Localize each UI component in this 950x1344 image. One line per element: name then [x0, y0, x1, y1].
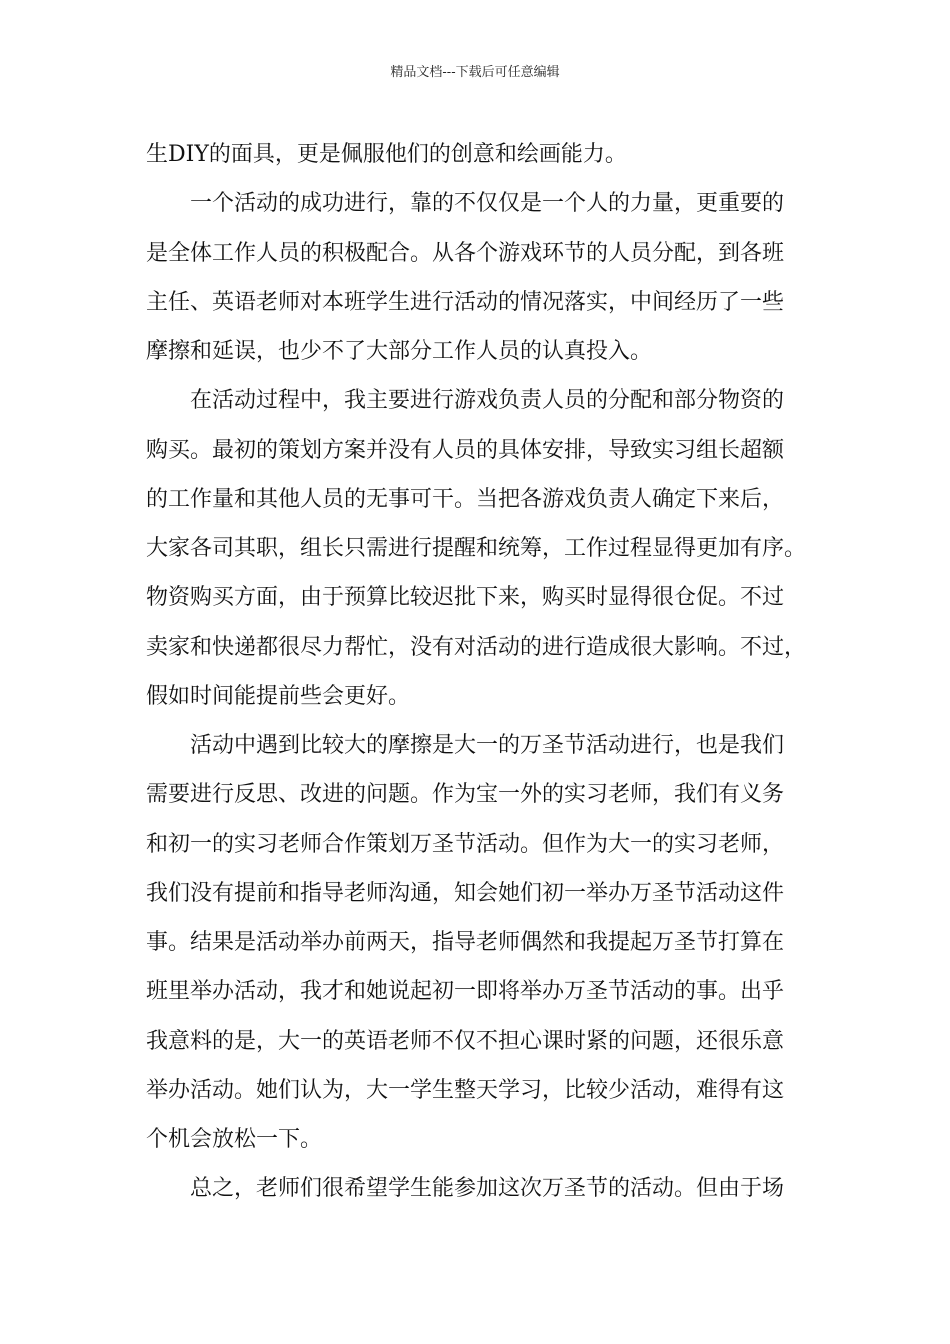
page-header: 精品文档---下载后可任意编辑	[390, 65, 560, 80]
text-line: 和初一的实习老师合作策划万圣节活动。但作为大一的实习老师，	[146, 831, 785, 857]
document-body	[146, 130, 816, 1214]
text-line: 总之，老师们很希望学生能参加这次万圣节的活动。但由于场	[190, 1176, 785, 1202]
text-line: 举办活动。她们认为，大一学生整天学习，比较少活动，难得有这	[146, 1077, 785, 1103]
text-line: 个机会放松一下。	[146, 1127, 323, 1152]
text-line: 班里举办活动，我才和她说起初一即将举办万圣节活动的事。出乎	[146, 979, 785, 1005]
text-line: 大家各司其职，组长只需进行提醒和统筹，工作过程显得更加有序。	[146, 536, 807, 561]
text-line: 需要进行反思、改进的问题。作为宝一外的实习老师，我们有义务	[146, 782, 785, 808]
text-line: 假如时间能提前些会更好。	[146, 683, 411, 709]
text-line: 物资购买方面，由于预算比较迟批下来，购买时显得很仓促。不过	[146, 585, 785, 611]
text-line: 卖家和快递都很尽力帮忙，没有对活动的进行造成很大影响。不过，	[146, 634, 807, 660]
text-line: 活动中遇到比较大的摩擦是大一的万圣节活动进行，也是我们	[190, 733, 785, 758]
text-line: 主任、英语老师对本班学生进行活动的情况落实，中间经历了一些	[146, 289, 785, 315]
text-line: 一个活动的成功进行，靠的不仅仅是一个人的力量，更重要的	[190, 191, 785, 217]
text-line: 生DIY的面具，更是佩服他们的创意和绘画能力。	[146, 142, 627, 167]
text-line: 在活动过程中，我主要进行游戏负责人员的分配和部分物资的	[190, 388, 785, 414]
text-line: 我意料的是，大一的英语老师不仅不担心课时紧的问题，还很乐意	[146, 1028, 785, 1054]
text-line: 购买。最初的策划方案并没有人员的具体安排，导致实习组长超额	[146, 437, 785, 463]
text-line: 摩擦和延误，也少不了大部分工作人员的认真投入。	[146, 339, 653, 364]
text-line: 的工作量和其他人员的无事可干。当把各游戏负责人确定下来后，	[146, 486, 785, 512]
text-line: 是全体工作人员的积极配合。从各个游戏环节的人员分配，到各班	[146, 240, 785, 266]
text-line: 事。结果是活动举办前两天，指导老师偶然和我提起万圣节打算在	[146, 930, 785, 955]
text-line: 我们没有提前和指导老师沟通，知会她们初一举办万圣节活动这件	[146, 880, 785, 906]
